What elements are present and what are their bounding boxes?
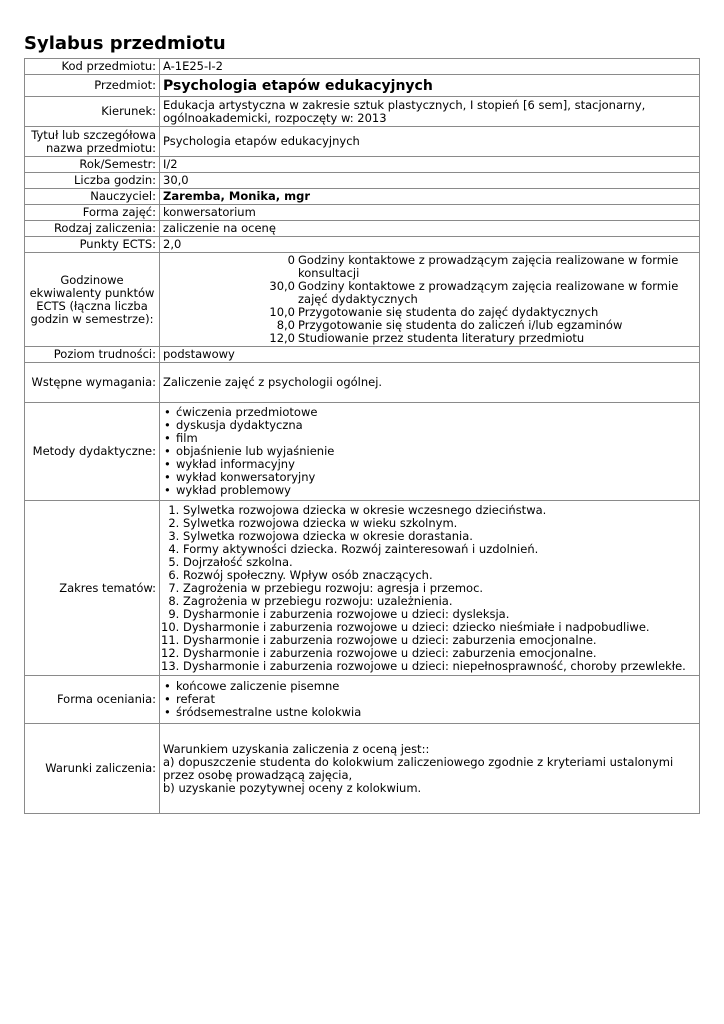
value-zakres [160, 501, 700, 676]
value-forma: konwersatorium [160, 205, 700, 221]
row-poziom [25, 347, 700, 363]
row-kierunek [25, 97, 700, 127]
list-item: 12. Dysharmonie i zaburzenia rozwojowe u dzieci: zaburzenia emocjonalne. [183, 647, 696, 660]
hours-value: 0 [287, 253, 295, 267]
label-rok: Rok/Semestr: [25, 157, 160, 173]
value-metody [160, 403, 700, 501]
label-metody: Metody dydaktyczne: [25, 403, 160, 501]
list-item: • ćwiczenia przedmiotowe [163, 406, 696, 419]
methods-list [163, 406, 696, 497]
label-wymagania: Wstępne wymagania: [25, 363, 160, 403]
value-poziom: podstawowy [160, 347, 700, 363]
value-warunki [160, 724, 700, 814]
list-item: 11. Dysharmonie i zaburzenia rozwojowe u dzieci: zaburzenia emocjonalne. [183, 634, 696, 647]
list-item: • wykład konwersatoryjny [163, 471, 696, 484]
label-poziom: Poziom trudności: [25, 347, 160, 363]
hours-value: 8,0 [276, 318, 295, 332]
hours-desc: Studiowanie przez studenta literatury przedmiotu [298, 331, 585, 345]
page-title: Sylabus przedmiotu [24, 33, 226, 54]
label-warunki: Warunki zaliczenia: [25, 724, 160, 814]
value-ekwiwalenty [160, 253, 700, 347]
row-metody [25, 403, 700, 501]
conditions-line: a) dopuszczenie studenta do kolokwium zaliczeniowego zgodnie z kryteriami ustalonymi przez osobę prowadzącą zajęcia, [163, 754, 674, 782]
list-item: • objaśnienie lub wyjaśnienie [163, 445, 696, 458]
hours-row [163, 280, 696, 306]
list-item: • śródsemestralne ustne kolokwia [163, 706, 696, 719]
row-zakres [25, 501, 700, 676]
label-ekwiwalenty: Godzinowe ekwiwalenty punktów ECTS (łączna liczba godzin w semestrze): [25, 253, 160, 347]
value-wymagania: Zaliczenie zajęć z psychologii ogólnej. [160, 363, 700, 403]
value-kod: A-1E25-I-2 [160, 59, 700, 75]
label-rodzaj: Rodzaj zaliczenia: [25, 221, 160, 237]
row-godziny [25, 173, 700, 189]
label-nauczyciel: Nauczyciel: [25, 189, 160, 205]
list-item: • referat [163, 693, 696, 706]
label-kod: Kod przedmiotu: [25, 59, 160, 75]
list-item: 4. Formy aktywności dziecka. Rozwój zainteresowań i uzdolnień. [183, 543, 696, 556]
list-item: 8. Zagrożenia w przebiegu rozwoju: uzależnienia. [183, 595, 696, 608]
list-item: 6. Rozwój społeczny. Wpływ osób znaczących. [183, 569, 696, 582]
row-kod [25, 59, 700, 75]
row-nauczyciel [25, 189, 700, 205]
row-ekwiwalenty [25, 253, 700, 347]
value-nauczyciel: Zaremba, Monika, mgr [160, 189, 700, 205]
label-ocenianie: Forma oceniania: [25, 676, 160, 724]
hours-desc: Godziny kontaktowe z prowadzącym zajęcia realizowane w formie konsultacji [298, 253, 679, 280]
hours-value: 10,0 [269, 305, 295, 319]
label-kierunek: Kierunek: [25, 97, 160, 127]
value-ects: 2,0 [160, 237, 700, 253]
topics-list [163, 504, 696, 673]
list-item: • wykład problemowy [163, 484, 696, 497]
list-item: 1. Sylwetka rozwojowa dziecka w okresie wczesnego dzieciństwa. [183, 504, 696, 517]
value-tytul: Psychologia etapów edukacyjnych [160, 127, 700, 157]
hours-desc: Przygotowanie się studenta do zajęć dydaktycznych [298, 305, 599, 319]
assessment-list [163, 680, 696, 719]
label-tytul: Tytuł lub szczegółowa nazwa przedmiotu: [25, 127, 160, 157]
row-warunki [25, 724, 700, 814]
value-rodzaj: zaliczenie na ocenę [160, 221, 700, 237]
value-rok: I/2 [160, 157, 700, 173]
list-item: 9. Dysharmonie i zaburzenia rozwojowe u dzieci: dysleksja. [183, 608, 696, 621]
hours-desc: Godziny kontaktowe z prowadzącym zajęcia realizowane w formie zajęć dydaktycznych [298, 279, 679, 306]
syllabus-table [24, 58, 700, 814]
value-godziny: 30,0 [160, 173, 700, 189]
row-ects [25, 237, 700, 253]
list-item: • końcowe zaliczenie pisemne [163, 680, 696, 693]
row-wymagania [25, 363, 700, 403]
list-item: 10. Dysharmonie i zaburzenia rozwojowe u dzieci: dziecko nieśmiałe i nadpobudliwe. [183, 621, 696, 634]
list-item: • film [163, 432, 696, 445]
hours-row [163, 254, 696, 280]
label-forma: Forma zajęć: [25, 205, 160, 221]
label-zakres: Zakres tematów: [25, 501, 160, 676]
list-item: 13. Dysharmonie i zaburzenia rozwojowe u dzieci: niepełnosprawność, choroby przewlekłe. [183, 660, 696, 673]
label-ects: Punkty ECTS: [25, 237, 160, 253]
list-item: • dyskusja dydaktyczna [163, 419, 696, 432]
hours-value: 30,0 [269, 279, 295, 293]
value-kierunek: Edukacja artystyczna w zakresie sztuk plastycznych, I stopień [6 sem], stacjonarny, ogólnoakademicki, rozpoczęty w: 2013 [160, 97, 700, 127]
conditions-line: Warunkiem uzyskania zaliczenia z oceną jest:: [163, 741, 430, 756]
row-ocenianie [25, 676, 700, 724]
list-item: 2. Sylwetka rozwojowa dziecka w wieku szkolnym. [183, 517, 696, 530]
row-forma [25, 205, 700, 221]
value-ocenianie [160, 676, 700, 724]
list-item: 5. Dojrzałość szkolna. [183, 556, 696, 569]
hours-value: 12,0 [269, 331, 295, 345]
value-przedmiot: Psychologia etapów edukacyjnych [160, 75, 700, 97]
hours-row [163, 332, 696, 345]
row-rok [25, 157, 700, 173]
list-item: • wykład informacyjny [163, 458, 696, 471]
label-przedmiot: Przedmiot: [25, 75, 160, 97]
list-item: 3. Sylwetka rozwojowa dziecka w okresie dorastania. [183, 530, 696, 543]
hours-desc: Przygotowanie się studenta do zaliczeń i/lub egzaminów [298, 318, 623, 332]
label-godziny: Liczba godzin: [25, 173, 160, 189]
row-rodzaj [25, 221, 700, 237]
row-przedmiot [25, 75, 700, 97]
conditions-line: b) uzyskanie pozytywnej oceny z kolokwium. [163, 780, 422, 795]
list-item: 7. Zagrożenia w przebiegu rozwoju: agresja i przemoc. [183, 582, 696, 595]
row-tytul [25, 127, 700, 157]
